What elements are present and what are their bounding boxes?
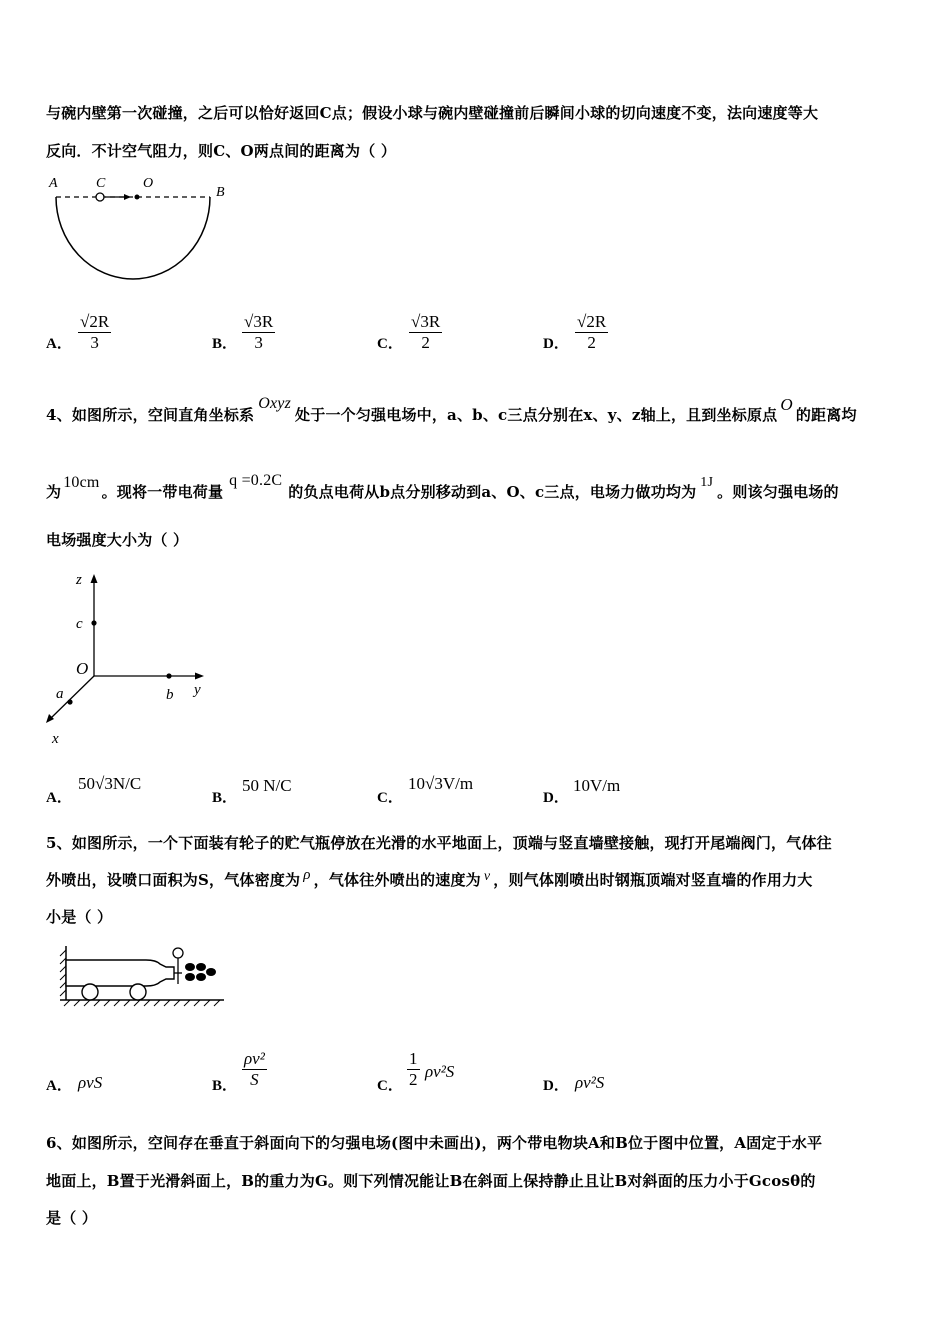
q4-option-d-letter: D． bbox=[543, 790, 569, 806]
q3-bowl-figure bbox=[40, 170, 240, 290]
q5-text-line1: 5、如图所示，一个下面装有轮子的贮气瓶停放在光滑的水平地面上，顶端与竖直墙壁接触，现打开尾端阀门，气体往 bbox=[46, 834, 832, 852]
q3-label-a: A bbox=[49, 176, 58, 191]
q4-axis-z-label: z bbox=[76, 572, 82, 588]
q3-label-o: O bbox=[143, 176, 154, 191]
q3-option-d-frac: √2R 2 bbox=[577, 312, 607, 352]
q3-option-b-letter: B． bbox=[212, 336, 238, 352]
q4-origin: O bbox=[780, 395, 793, 414]
q3-text-line1: 与碗内壁第一次碰撞，之后可以恰好返回C点；假设小球与碗内壁碰撞前后瞬间小球的切向速度不变，法向速度等大 bbox=[46, 104, 819, 122]
q4-line1-part-c: 的距离均 bbox=[795, 406, 857, 424]
q5-gas-bottle-figure bbox=[56, 940, 236, 1010]
q4-option-b-value: 50 N/C bbox=[242, 776, 292, 795]
q4-coord-system: Oxyz bbox=[258, 395, 292, 412]
q4-text-line2 bbox=[46, 472, 839, 502]
q5-option-d-value: ρv²S bbox=[575, 1073, 605, 1092]
q5-option-b-frac: ρv² S bbox=[244, 1049, 265, 1089]
q5-v-symbol: v bbox=[483, 869, 491, 884]
q3-option-a-letter: A． bbox=[46, 336, 72, 352]
q5-line2-part-c: ，则气体刚喷出时钢瓶顶端对竖直墙的作用力大 bbox=[493, 871, 813, 889]
q4-line2-part-b: 。现将一带电荷量 bbox=[101, 483, 224, 501]
q4-axes-figure bbox=[38, 566, 218, 746]
q3-label-b: B bbox=[216, 185, 225, 200]
q4-point-a-label: a bbox=[56, 686, 64, 702]
q5-option-a-value: ρvS bbox=[78, 1073, 103, 1092]
q5-text-line2 bbox=[46, 869, 812, 890]
q5-option-a-letter: A． bbox=[46, 1078, 72, 1094]
q3-option-c-letter: C． bbox=[377, 336, 403, 352]
q4-charge: q =0.2C bbox=[229, 472, 283, 489]
q5-line2-part-b: ，气体往外喷出的速度为 bbox=[313, 871, 481, 889]
q6-text-line1: 6、如图所示，空间存在垂直于斜面向下的匀强电场(图中未画出)，两个带电物块A和B位于图中位置，A固定于水平 bbox=[46, 1134, 823, 1152]
q4-point-c-label: c bbox=[76, 616, 83, 632]
q4-axis-x-label: x bbox=[52, 731, 59, 746]
q4-line1-part-a: 4、如图所示，空间直角坐标系 bbox=[46, 406, 255, 424]
q5-option-c-rest: ρv²S bbox=[425, 1062, 455, 1081]
q4-point-b-label: b bbox=[166, 687, 174, 703]
q4-text-line1 bbox=[46, 395, 857, 425]
q4-line2-part-c: 的负点电荷从b点分别移动到a、O、c三点，电场力做功均为 bbox=[288, 483, 697, 501]
q5-option-b-letter: B． bbox=[212, 1078, 238, 1094]
q5-option-c-frac: 1 2 bbox=[409, 1049, 418, 1089]
q5-rho-symbol: ρ bbox=[303, 867, 311, 883]
q5-line2-part-a: 外喷出，设喷口面积为S，气体密度为 bbox=[46, 871, 301, 889]
q4-option-c-value: 10√3V/m bbox=[408, 774, 474, 793]
q6-text-line3: 是（ ） bbox=[46, 1209, 98, 1227]
q4-text-line3: 电场强度大小为（ ） bbox=[46, 531, 189, 549]
q4-option-d-value: 10V/m bbox=[573, 776, 621, 795]
q5-option-d-letter: D． bbox=[543, 1078, 569, 1094]
q4-option-b-letter: B． bbox=[212, 790, 238, 806]
q6-text-line2: 地面上，B置于光滑斜面上，B的重力为G。则下列情况能让B在斜面上保持静止且让B对斜面的压力小于Gcosθ的 bbox=[46, 1172, 816, 1190]
q3-label-c: C bbox=[96, 176, 106, 191]
q4-work: 1J bbox=[700, 475, 714, 490]
q3-option-a-frac: √2R 3 bbox=[80, 312, 110, 352]
q3-option-d-letter: D． bbox=[543, 336, 569, 352]
q4-line1-part-b: 处于一个匀强电场中，a、b、c三点分别在x、y、z轴上，且到坐标原点 bbox=[295, 406, 778, 424]
q4-line2-part-a: 为 bbox=[46, 483, 62, 501]
q5-text-line3: 小是（ ） bbox=[46, 908, 113, 926]
q4-distance: 10cm bbox=[63, 474, 100, 491]
q3-text-line2: 反向．不计空气阻力，则C、O两点间的距离为（ ） bbox=[46, 142, 397, 160]
q5-option-c-letter: C． bbox=[377, 1078, 403, 1094]
q4-option-c-letter: C． bbox=[377, 790, 403, 806]
q4-origin-label: O bbox=[76, 659, 89, 678]
q4-axis-y-label: y bbox=[194, 682, 201, 698]
q4-line2-part-d: 。则该匀强电场的 bbox=[717, 483, 839, 501]
q4-option-a-letter: A． bbox=[46, 790, 72, 806]
q3-option-c-frac: √3R 2 bbox=[411, 312, 441, 352]
q3-option-b-frac: √3R 3 bbox=[244, 312, 274, 352]
q4-option-a-value: 50√3N/C bbox=[78, 774, 142, 793]
